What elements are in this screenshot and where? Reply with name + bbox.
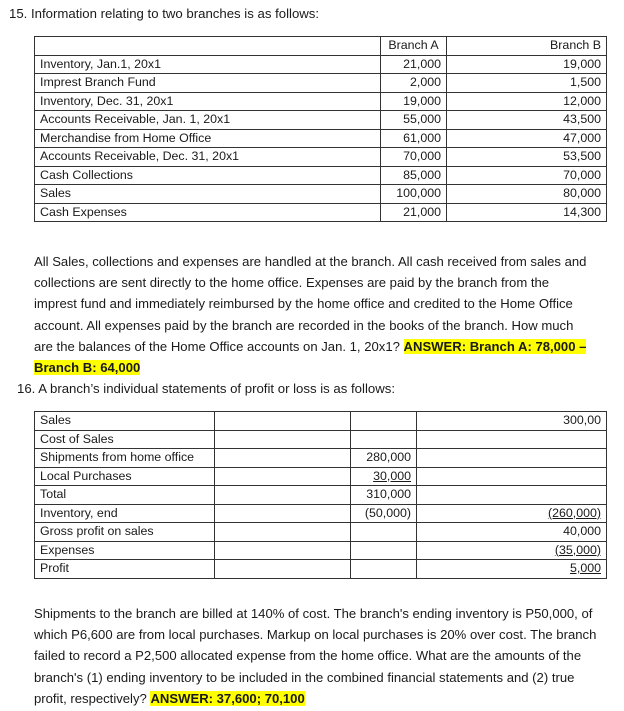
blank-cell (215, 523, 351, 542)
blank-cell (215, 560, 351, 579)
header-label-cell (35, 37, 381, 56)
blank-cell (215, 467, 351, 486)
profit-loss-table (34, 411, 607, 579)
row-label: Merchandise from Home Office (35, 129, 381, 148)
mid-value (351, 412, 417, 431)
blank-cell (215, 449, 351, 468)
table-row (35, 523, 607, 542)
blank-cell (215, 486, 351, 505)
q15-paragraph (34, 251, 586, 378)
q16-paragraph (34, 603, 596, 709)
row-label: Inventory, end (35, 504, 215, 523)
paragraph-line-text: are the balances of the Home Office accounts on Jan. 1, 20x1? (34, 338, 400, 354)
right-value (417, 430, 607, 449)
right-value: (35,000) (417, 541, 607, 560)
branch-b-value: 70,000 (447, 166, 607, 185)
blank-cell (215, 412, 351, 431)
row-label: Local Purchases (35, 467, 215, 486)
table-row (35, 111, 607, 130)
branch-b-value: 80,000 (447, 185, 607, 204)
q16-answer: ANSWER: 37,600; 70,100 (150, 690, 305, 706)
paragraph-line: collections are sent directly to the home office. Expenses are paid by the branch from the (34, 275, 550, 291)
right-value (417, 467, 607, 486)
right-value (417, 486, 607, 505)
branch-a-value: 70,000 (381, 148, 447, 167)
row-label: Cash Expenses (35, 203, 381, 222)
branch-a-value: 19,000 (381, 92, 447, 111)
table-row (35, 412, 607, 431)
blank-cell (215, 504, 351, 523)
branch-b-value: 53,500 (447, 148, 607, 167)
right-value: 5,000 (417, 560, 607, 579)
branch-a-value: 61,000 (381, 129, 447, 148)
branch-b-header: Branch B (447, 37, 607, 56)
paragraph-line: branch's (1) ending inventory to be included in the combined financial statements and (2) true (34, 669, 575, 685)
branch-b-value: 14,300 (447, 203, 607, 222)
right-value: 40,000 (417, 523, 607, 542)
row-label: Accounts Receivable, Jan. 1, 20x1 (35, 111, 381, 130)
mid-value (351, 523, 417, 542)
paragraph-line: which P6,600 are from local purchases. Markup on local purchases is 20% over cost. The branch (34, 627, 597, 643)
row-label: Shipments from home office (35, 449, 215, 468)
row-label: Gross profit on sales (35, 523, 215, 542)
paragraph-line: account. All expenses paid by the branch are recorded in the books of the branch. How much (34, 317, 574, 333)
table-header-row (35, 37, 607, 56)
mid-value (351, 430, 417, 449)
paragraph-line (34, 336, 586, 357)
branch-a-value: 85,000 (381, 166, 447, 185)
right-value: (260,000) (417, 504, 607, 523)
right-value (417, 449, 607, 468)
blank-cell (215, 430, 351, 449)
table-row (35, 92, 607, 111)
table-row (35, 449, 607, 468)
mid-value (351, 541, 417, 560)
row-label: Cash Collections (35, 166, 381, 185)
mid-value: 280,000 (351, 449, 417, 468)
q15-answer-continued: Branch B: 64,000 (34, 360, 141, 376)
right-value: 300,00 (417, 412, 607, 431)
table-row (35, 467, 607, 486)
q16-title: 16. A branch’s individual statements of profit or loss is as follows: (17, 381, 395, 396)
branch-b-value: 12,000 (447, 92, 607, 111)
mid-value: (50,000) (351, 504, 417, 523)
row-label: Inventory, Dec. 31, 20x1 (35, 92, 381, 111)
table-row (35, 486, 607, 505)
q15-answer: ANSWER: Branch A: 78,000 – (403, 338, 587, 354)
branch-a-value: 55,000 (381, 111, 447, 130)
mid-value: 310,000 (351, 486, 417, 505)
table-row (35, 203, 607, 222)
row-label: Inventory, Jan.1, 20x1 (35, 55, 381, 74)
branch-a-value: 21,000 (381, 55, 447, 74)
mid-value (351, 560, 417, 579)
table-row (35, 430, 607, 449)
row-label: Imprest Branch Fund (35, 74, 381, 93)
branch-b-value: 1,500 (447, 74, 607, 93)
branch-b-value: 43,500 (447, 111, 607, 130)
table-row (35, 74, 607, 93)
branch-a-value: 100,000 (381, 185, 447, 204)
table-row (35, 129, 607, 148)
table-row (35, 504, 607, 523)
paragraph-line: Shipments to the branch are billed at 140% of cost. The branch's ending inventory is P50,000, of (34, 606, 593, 621)
paragraph-line: failed to record a P2,500 allocated expense from the home office. What are the amounts of the (34, 648, 582, 664)
table-row (35, 560, 607, 579)
paragraph-line-text: profit, respectively? (34, 690, 147, 706)
row-label: Profit (35, 560, 215, 579)
branch-a-header: Branch A (381, 37, 447, 56)
row-label: Accounts Receivable, Dec. 31, 20x1 (35, 148, 381, 167)
paragraph-line (34, 688, 596, 709)
branch-a-value: 21,000 (381, 203, 447, 222)
branch-b-value: 19,000 (447, 55, 607, 74)
paragraph-line: All Sales, collections and expenses are handled at the branch. All cash received from sales and (34, 254, 587, 269)
row-label: Sales (35, 412, 215, 431)
branch-a-value: 2,000 (381, 74, 447, 93)
mid-value: 30,000 (351, 467, 417, 486)
q15-title: 15. Information relating to two branches is as follows: (9, 6, 320, 21)
table-row (35, 148, 607, 167)
row-label: Cost of Sales (35, 430, 215, 449)
paragraph-line: imprest fund and immediately reimbursed by the home office and credited to the Home Office (34, 296, 573, 312)
table-row (35, 541, 607, 560)
row-label: Total (35, 486, 215, 505)
blank-cell (215, 541, 351, 560)
branch-b-value: 47,000 (447, 129, 607, 148)
table-row (35, 166, 607, 185)
table-row (35, 55, 607, 74)
row-label: Sales (35, 185, 381, 204)
paragraph-line (34, 357, 586, 378)
branch-info-table (34, 36, 607, 222)
row-label: Expenses (35, 541, 215, 560)
table-row (35, 185, 607, 204)
